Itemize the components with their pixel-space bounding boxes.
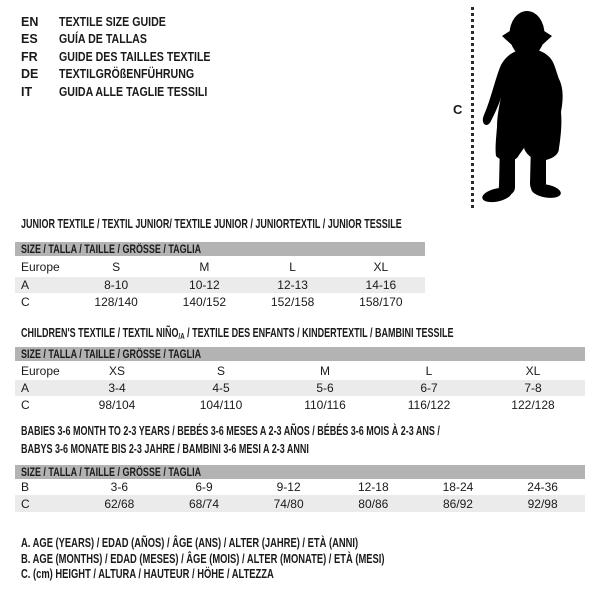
size-header-label: SIZE / TALLA / TAILLE / GRÖSSE / TAGLIA [21, 467, 202, 479]
babies-section-title [21, 422, 440, 458]
table-row [15, 479, 585, 495]
cell: 6-9 [195, 480, 213, 494]
table-row [15, 495, 585, 512]
lang-title: TEXTILGRÖßENFÜHRUNG [59, 67, 195, 82]
lang-row-de [21, 66, 237, 84]
cell: 122/128 [511, 397, 555, 412]
children-section-title [21, 324, 453, 345]
cell: 80/86 [358, 496, 389, 511]
row-label: Europe [21, 363, 60, 378]
cell: L [289, 259, 296, 274]
lang-code: EN [21, 14, 39, 29]
cell: 4-5 [212, 381, 230, 395]
height-measure-label: C [453, 102, 463, 117]
legend-line-b: B. AGE (MONTHS) / EDAD (MESES) / ÂGE (MOIS) / ALTER (MONATE) / ETÀ (MESI) [21, 551, 385, 566]
lang-title: GUIDA ALLE TAGLIE TESSILI [59, 84, 208, 99]
row-label: A [21, 278, 30, 292]
row-label: A [21, 381, 30, 395]
cell: 12-18 [357, 480, 389, 494]
babies-title-line1: BABIES 3-6 MONTH TO 2-3 YEARS / BEBÉS 3-6 MESES A 2-3 AÑOS / BÉBÉS 3-6 MOIS À 2-3 ANS / [21, 424, 440, 438]
lang-title: GUIDE DES TAILLES TEXTILE [59, 49, 211, 64]
height-figure [450, 5, 598, 211]
cell: S [112, 259, 121, 274]
cell: XL [373, 259, 389, 274]
language-guide-block [21, 13, 237, 101]
measurement-legend [21, 536, 506, 583]
cell: 3-4 [108, 381, 126, 395]
cell: 128/140 [94, 294, 138, 309]
cell: L [425, 363, 433, 378]
row-label: Europe [21, 259, 60, 274]
cell: 14-16 [365, 278, 397, 292]
size-header-label: SIZE / TALLA / TAILLE / GRÖSSE / TAGLIA [21, 349, 202, 361]
row-label: B [21, 480, 30, 494]
babies-title-line2: BABYS 3-6 MONATE BIS 2-3 JAHRE / BAMBINI 3-6 MESI A 2-3 ANNI [21, 442, 309, 456]
lang-row-fr [21, 48, 237, 66]
lang-row-es [21, 31, 237, 49]
cell: 18-24 [442, 480, 474, 494]
cell: 152/158 [270, 294, 315, 309]
cell: 24-36 [527, 480, 558, 494]
lang-row-it [21, 83, 237, 101]
lang-code: FR [21, 49, 38, 64]
table-row [15, 277, 425, 293]
legend-line-a: A. AGE (YEARS) / EDAD (AÑOS) / ÂGE (ANS) / ALTER (JAHRE) / ETÀ (ANNI) [21, 536, 359, 550]
lang-row-en [21, 13, 237, 31]
cell: 86/92 [442, 496, 473, 511]
cell: XS [108, 363, 125, 378]
lang-title: TEXTILE SIZE GUIDE [59, 14, 166, 29]
table-row [15, 380, 585, 396]
cell: 3-6 [110, 480, 128, 494]
lang-title: GUÍA DE TALLAS [59, 32, 147, 47]
cell: 5-6 [316, 381, 334, 395]
table-row [15, 396, 585, 413]
babies-size-table [15, 465, 585, 512]
table-header-row [15, 465, 585, 479]
junior-section-title: JUNIOR TEXTILE / TEXTIL JUNIOR/ TEXTILE JUNIOR / JUNIORTEXTIL / JUNIOR TESSILE [21, 217, 402, 231]
table-row [15, 361, 585, 380]
table-row [15, 256, 425, 277]
cell: 104/110 [199, 397, 243, 412]
row-label: C [21, 294, 30, 309]
children-title-sub: /A [178, 331, 185, 341]
table-header-row [15, 242, 425, 256]
children-title-post: / TEXTILE DES ENFANTS / KINDERTEXTIL / BAMBINI TESSILE [184, 326, 454, 340]
cell: 7-8 [524, 381, 542, 395]
cell: 158/170 [359, 294, 403, 309]
cell: S [216, 363, 225, 378]
row-label: C [21, 397, 30, 412]
cell: 62/68 [104, 496, 135, 511]
cell: 12-13 [277, 278, 308, 292]
children-size-table [15, 347, 585, 413]
cell: XL [525, 363, 541, 378]
row-label: C [21, 496, 30, 511]
cell: 116/122 [407, 397, 451, 412]
cell: 110/116 [304, 397, 346, 412]
cell: 92/98 [527, 496, 558, 511]
lang-code: DE [21, 67, 39, 82]
cell: 140/152 [182, 294, 227, 309]
children-title-pre: CHILDREN'S TEXTILE / TEXTIL NIÑO [21, 326, 179, 340]
cell: 6-7 [420, 381, 438, 395]
cell: M [320, 363, 330, 378]
cell: M [199, 259, 210, 274]
table-row [15, 293, 425, 310]
table-header-row [15, 347, 585, 361]
legend-line-c: C. (cm) HEIGHT / ALTURA / HAUTEUR / HÖHE / ALTEZZA [21, 567, 274, 581]
junior-size-table [15, 242, 425, 310]
cell: 8-10 [104, 278, 129, 292]
lang-code: ES [21, 32, 38, 47]
cell: 98/104 [98, 397, 136, 412]
cell: 9-12 [276, 480, 301, 494]
toddler-silhouette-icon [455, 5, 595, 210]
lang-code: IT [21, 84, 33, 99]
cell: 68/74 [188, 496, 219, 511]
size-header-label: SIZE / TALLA / TAILLE / GRÖSSE / TAGLIA [21, 244, 202, 256]
cell: 10-12 [189, 278, 220, 292]
cell: 74/80 [273, 496, 304, 511]
